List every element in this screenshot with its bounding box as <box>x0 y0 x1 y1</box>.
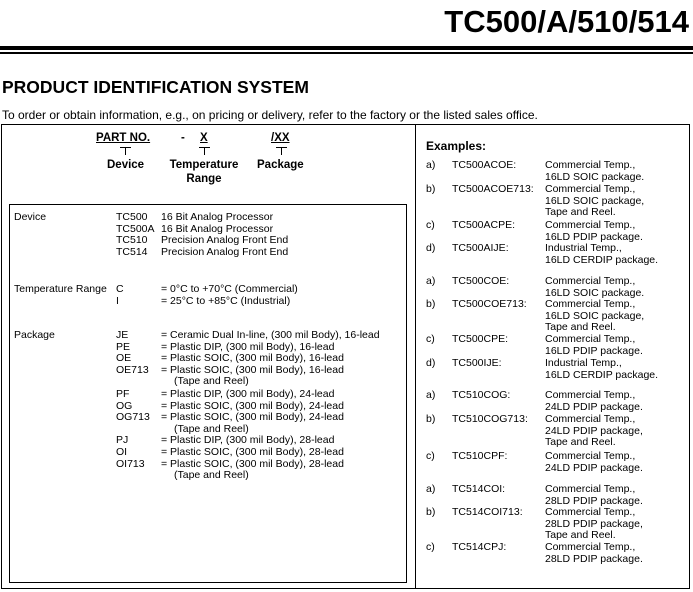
temp-label-line1: Temperature <box>169 159 239 171</box>
example-letter: b) <box>426 413 436 425</box>
example-desc-line: Commercial Temp., <box>545 413 636 425</box>
section-heading: PRODUCT IDENTIFICATION SYSTEM <box>2 77 309 97</box>
example-desc-line: 28LD PDIP package. <box>545 494 643 507</box>
package-desc: = Plastic SOIC, (300 mil Body), 28-lead <box>161 457 344 470</box>
example-desc-line: 28LD PDIP package, <box>545 517 643 530</box>
device-desc: 16 Bit Analog Processor <box>161 211 274 223</box>
example-letter: a) <box>426 275 436 287</box>
example-part-code: TC500IJE: <box>452 357 502 369</box>
device-code: TC500 <box>116 211 148 223</box>
device-desc: Precision Analog Front End <box>161 245 289 258</box>
package-desc: = Ceramic Dual In-line, (300 mil Body), 16-lead <box>161 329 380 341</box>
device-connector <box>125 147 126 155</box>
example-letter: b) <box>426 506 436 518</box>
example-description <box>545 243 658 266</box>
example-part-code: TC500ACOE713: <box>452 183 534 195</box>
temp-connector-cap <box>199 147 210 148</box>
example-description <box>545 390 643 413</box>
temp-connector <box>204 147 205 155</box>
pkg-connector <box>281 147 282 155</box>
example-desc-line: 24LD PDIP package, <box>545 424 643 437</box>
example-desc-line: Commercial Temp., <box>545 333 636 345</box>
package-desc: = Plastic DIP, (300 mil Body), 16-lead <box>161 340 335 353</box>
package-heading: Package <box>14 329 55 341</box>
example-desc-line: Industrial Temp., <box>545 242 622 254</box>
temp-code-field: X <box>200 132 208 144</box>
example-letter: a) <box>426 483 436 495</box>
example-part-code: TC500ACPE: <box>452 219 516 231</box>
example-description <box>545 451 643 474</box>
example-part-code: TC510COG713: <box>452 413 528 425</box>
example-desc-line: Tape and Reel. <box>545 321 616 334</box>
package-note: (Tape and Reel) <box>174 469 249 482</box>
device-desc: 16 Bit Analog Processor <box>161 222 274 235</box>
device-connector-cap <box>120 147 131 148</box>
package-code: OI <box>116 446 128 458</box>
example-desc-line: 16LD SOIC package. <box>545 170 645 183</box>
example-part-code: TC500ACOE: <box>452 159 517 171</box>
example-part-code: TC500COE713: <box>452 298 527 310</box>
device-label: Device <box>107 159 145 171</box>
temperature-code: C <box>116 283 124 295</box>
package-note: (Tape and Reel) <box>174 422 249 435</box>
package-code: PF <box>116 388 130 400</box>
example-letter: c) <box>426 450 435 462</box>
example-description <box>545 358 658 381</box>
example-desc-line: 28LD PDIP package. <box>545 552 643 565</box>
example-part-code: TC500COE: <box>452 275 510 287</box>
example-description <box>545 507 643 542</box>
example-desc-line: 16LD CERDIP package. <box>545 368 659 381</box>
pkg-connector-cap <box>276 147 287 148</box>
example-desc-line: Commercial Temp., <box>545 541 636 553</box>
example-part-code: TC500AIJE: <box>452 242 509 254</box>
example-letter: b) <box>426 183 436 195</box>
example-part-code: TC510CPF: <box>452 450 508 462</box>
example-description <box>545 414 643 449</box>
example-desc-line: Industrial Temp., <box>545 357 622 369</box>
example-desc-line: Commercial Temp., <box>545 159 636 171</box>
temperature-code: I <box>116 294 119 307</box>
package-desc: = Plastic SOIC, (300 mil Body), 16-lead <box>161 352 344 365</box>
temperature-desc: = 25°C to +85°C (Industrial) <box>161 294 291 307</box>
package-desc: = Plastic SOIC, (300 mil Body), 28-lead <box>161 446 344 458</box>
package-desc: = Plastic DIP, (300 mil Body), 24-lead <box>161 388 335 400</box>
example-desc-line: Commercial Temp., <box>545 389 636 401</box>
device-heading: Device <box>14 211 47 223</box>
column-divider <box>415 124 416 589</box>
example-description <box>545 542 643 565</box>
example-description <box>545 299 644 334</box>
example-desc-line: Commercial Temp., <box>545 275 636 287</box>
part-no-dash: - <box>181 132 185 144</box>
package-desc: = Plastic SOIC, (300 mil Body), 16-lead <box>161 363 344 376</box>
example-part-code: TC514COI: <box>452 483 506 495</box>
example-description <box>545 276 644 299</box>
example-letter: a) <box>426 159 436 171</box>
device-code: TC514 <box>116 245 148 258</box>
example-part-code: TC500CPE: <box>452 333 509 345</box>
example-letter: c) <box>426 333 435 345</box>
example-desc-line: 16LD PDIP package. <box>545 344 643 357</box>
example-desc-line: 16LD SOIC package. <box>545 286 645 299</box>
temp-label-line2: Range <box>186 173 222 185</box>
example-description <box>545 220 643 243</box>
device-code: TC510 <box>116 234 148 247</box>
example-desc-line: 16LD SOIC package, <box>545 309 645 322</box>
example-letter: d) <box>426 357 436 369</box>
package-code: OE <box>116 352 132 365</box>
document-title: TC500/A/510/514 <box>444 4 689 39</box>
package-code: JE <box>116 329 129 341</box>
header-rule-thin <box>0 52 693 54</box>
example-desc-line: Tape and Reel. <box>545 436 616 449</box>
example-description <box>545 484 643 507</box>
package-code: OE713 <box>116 363 149 376</box>
package-code: PE <box>116 340 131 353</box>
intro-text: To order or obtain information, e.g., on pricing or delivery, refer to the factory or the listed sales office. <box>2 108 538 122</box>
package-desc: = Plastic SOIC, (300 mil Body), 24-lead <box>161 411 344 424</box>
example-description <box>545 160 644 183</box>
package-code: OG <box>116 399 133 412</box>
example-letter: c) <box>426 541 435 553</box>
example-desc-line: 16LD CERDIP package. <box>545 253 659 266</box>
temperature-desc: = 0°C to +70°C (Commercial) <box>161 283 298 295</box>
example-desc-line: Commercial Temp., <box>545 219 636 231</box>
package-code: OG713 <box>116 411 150 424</box>
package-code: PJ <box>116 434 129 447</box>
package-note: (Tape and Reel) <box>174 375 249 388</box>
example-desc-line: 24LD PDIP package. <box>545 461 643 474</box>
example-part-code: TC514COI713: <box>452 506 523 518</box>
example-desc-line: 16LD SOIC package, <box>545 194 645 207</box>
example-description <box>545 334 643 357</box>
part-no-field: PART NO. <box>96 132 151 144</box>
example-desc-line: Tape and Reel. <box>545 529 616 542</box>
device-code: TC500A <box>116 222 155 235</box>
example-desc-line: Commercial Temp., <box>545 450 636 462</box>
package-desc: = Plastic SOIC, (300 mil Body), 24-lead <box>161 399 344 412</box>
examples-heading: Examples: <box>426 139 487 153</box>
example-desc-line: Commercial Temp., <box>545 483 636 495</box>
temperature-heading: Temperature Range <box>14 283 107 295</box>
example-letter: b) <box>426 298 436 310</box>
example-part-code: TC510COG: <box>452 389 511 401</box>
example-desc-line: Commercial Temp., <box>545 506 636 518</box>
example-desc-line: Tape and Reel. <box>545 206 616 219</box>
example-letter: d) <box>426 242 436 254</box>
example-letter: c) <box>426 219 435 231</box>
pkg-code-field: /XX <box>271 132 290 144</box>
header-rule-thick <box>0 46 693 50</box>
example-description <box>545 184 644 219</box>
example-desc-line: 24LD PDIP package. <box>545 400 643 413</box>
package-label: Package <box>257 159 304 171</box>
example-desc-line: Commercial Temp., <box>545 183 636 195</box>
package-desc: = Plastic DIP, (300 mil Body), 28-lead <box>161 434 335 447</box>
example-part-code: TC514CPJ: <box>452 541 507 553</box>
example-letter: a) <box>426 389 436 401</box>
device-desc: Precision Analog Front End <box>161 234 289 247</box>
example-desc-line: Commercial Temp., <box>545 298 636 310</box>
example-desc-line: 16LD PDIP package. <box>545 230 643 243</box>
package-code: OI713 <box>116 457 145 470</box>
